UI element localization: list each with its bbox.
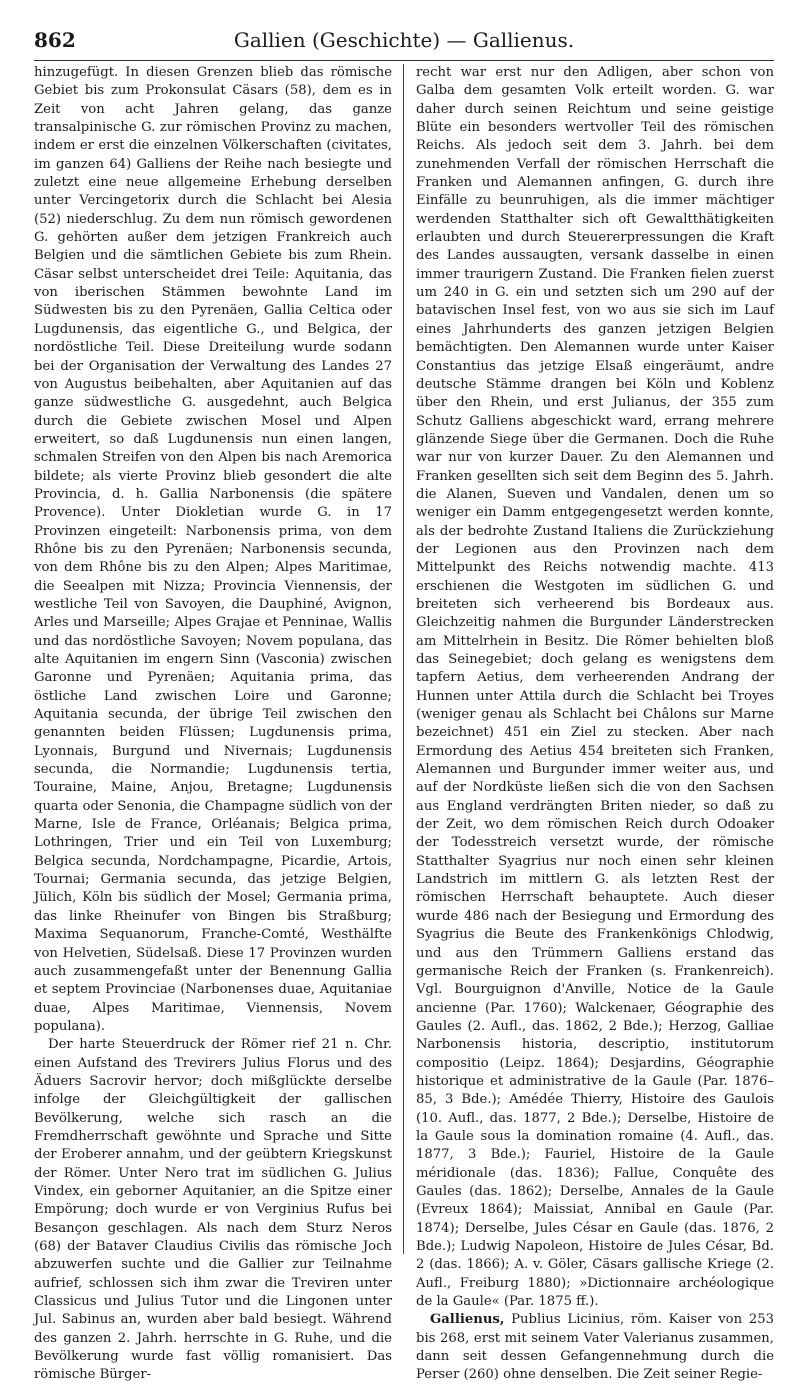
column-divider (403, 64, 404, 1254)
entry-gallienus (416, 1311, 774, 1384)
left-column (34, 64, 392, 1383)
page-header (34, 22, 774, 61)
text-columns (34, 64, 774, 1383)
encyclopedia-page (34, 22, 774, 1383)
entry-headword: Gallienus, (430, 1312, 505, 1328)
paragraph: Der harte Steuerdruck der Römer rief 21 n. Chr. einen Aufstand des Trevirers Julius Florus und des Äduers Sacrovir hervor; doch mißglückte derselbe infolge der Gleichgültigkeit der gallischen Bevölkerung, welche sich rasch an die Fremdherrschaft gewöhnte und Sprache und Sitte der Eroberer annahm, und der geübtern Kriegskunst der Römer. Unter Nero trat im südlichen G. Julius Vindex, ein geborner Aquitanier, an die Spitze einer Empörung; doch wurde er von Verginius Rufus bei Besançon geschlagen. Als nach dem Sturz Neros (68) der Bataver Claudius Civilis das römische Joch abzuwerfen suchte und die Gallier zur Teilnahme aufrief, schlossen sich ihm zwar die Treviren unter Classicus und Julius Tutor und die Lingonen unter Jul. Sabinus an, wurden aber bald besiegt. Während des ganzen 2. Jahrh. herrschte in G. Ruhe, und die Bevölkerung wurde fast völlig romanisiert. Das römische Bürger- (34, 1037, 392, 1383)
page-number: 862 (34, 28, 76, 52)
entry-text: Publius Licinius, röm. Kaiser von 253 bis 268, erst mit seinem Vater Valerianus zusammen, dann seit dessen Gefangennehmung durch die Perser (260) ohne denselben. Die Zeit seiner Regie- (416, 1312, 774, 1383)
running-head: Gallien (Geschichte) — Gallienus. (233, 28, 575, 52)
paragraph: hinzugefügt. In diesen Grenzen blieb das römische Gebiet bis zum Prokonsulat Cäsars (58), dem es in Zeit von acht Jahren gelang, das ganze transalpinische G. zur römischen Provinz zu machen, indem er erst die einzelnen Völkerschaften (civitates, im ganzen 64) Galliens der Reihe nach besiegte und zuletzt eine neue allgemeine Erhebung derselben unter Vercingetorix durch die Schlacht bei Alesia (52) niederschlug. Zu dem nun römisch gewordenen G. gehörten außer dem jetzigen Frankreich auch Belgien und die sämtlichen Gebiete bis zum Rhein. Cäsar selbst unterscheidet drei Teile: Aquitania, das von iberischen Stämmen bewohnte Land im Südwesten bis zu den Pyrenäen, Gallia Celtica oder Lugdunensis, das eigentliche G., und Belgica, der nordöstliche Teil. Diese Dreiteilung wurde sodann bei der Organisation der Verwaltung des Landes 27 von Augustus beibehalten, aber Aquitanien auf das ganze südwestliche G. ausgedehnt, auch Belgica durch die Gebiete zwischen Mosel und Alpen erweitert, so daß Lugdunensis nun einen langen, schmalen Streifen von den Alpen bis nach Aremorica bildete; als vierte Provinz blieb gesondert die alte Provincia, d. h. Gallia Narbonensis (die spätere Provence). Unter Diokletian wurde G. in 17 Provinzen eingeteilt: Narbonensis prima, von dem Rhône bis zu den Pyrenäen; Narbonensis secunda, von dem Rhône bis zu den Alpen; Alpes Maritimae, die Seealpen mit Nizza; Provincia Viennensis, der westliche Teil von Savoyen, die Dauphiné, Avignon, Arles und Marseille; Alpes Grajae et Penninae, Wallis und das nordöstliche Savoyen; Novem populana, das alte Aquitanien im engern Sinn (Vasconia) zwischen Garonne und Pyrenäen; Aquitania prima, das östliche Land zwischen Loire und Garonne; Aquitania secunda, der übrige Teil zwischen den genannten beiden Flüssen; Lugdunensis prima, Lyonnais, Burgund und Nivernais; Lugdunensis secunda, die Normandie; Lugdunensis tertia, Touraine, Maine, Anjou, Bretagne; Lugdunensis quarta oder Senonia, die Champagne südlich von der Marne, Isle de France, Orléanais; Belgica prima, Lothringen, Trier und ein Teil von Luxemburg; Belgica secunda, Nordchampagne, Picardie, Artois, Tournai; Germania secunda, das jetzige Belgien, Jülich, Köln bis südlich der Mosel; Germania prima, das linke Rheinufer von Bingen bis Straßburg; Maxima Sequanorum, Franche-Comté, Westhälfte von Helvetien, Südelsaß. Diese 17 Provinzen wurden auch zusammengefaßt unter der Benennung Gallia et septem Provinciae (Narbonenses duae, Aquitaniae duae, Alpes Maritimae, Viennensis, Novem populana). (34, 65, 392, 1034)
paragraph: recht war erst nur den Adligen, aber schon von Galba dem gesamten Volk erteilt worden. G. war daher durch seinen Reichtum und seine geistige Blüte ein besonders wertvoller Teil des römischen Reichs. Als jedoch seit dem 3. Jahrh. bei dem zunehmenden Verfall der römischen Herrschaft die Franken und Alemannen anfingen, G. durch ihre Einfälle zu beunruhigen, als die immer mächtiger werdenden Statthalter sich oft Gewaltthätigkeiten erlaubten und durch Steuererpressungen die Kraft des Landes aussaugten, versank dasselbe in einen immer traurigern Zustand. Die Franken fielen zuerst um 240 in G. ein und setzten sich um 290 auf der batavischen Insel fest, von wo aus sie sich im Lauf eines Jahrhunderts des ganzen jetzigen Belgien bemächtigten. Den Alemannen wurde unter Kaiser Constantius das jetzige Elsaß eingeräumt, andre deutsche Stämme drangen bei Köln und Koblenz über den Rhein, und erst Julianus, der 355 zum Schutz Galliens abgeschickt ward, errang mehrere glänzende Siege über die Germanen. Doch die Ruhe war nur von kurzer Dauer. Zu den Alemannen und Franken gesellten sich seit dem Beginn des 5. Jahrh. die Alanen, Sueven und Vandalen, denen um so weniger ein Damm entgegengesetzt werden konnte, als der bedrohte Zustand Italiens die Zurückziehung der Legionen aus den Provinzen nach dem Mittelpunkt des Reichs notwendig machte. 413 erschienen die Westgoten im südlichen G. und breiteten sich verheerend bis Bordeaux aus. Gleichzeitig nahmen die Burgunder Länderstrecken am Mittelrhein in Besitz. Die Römer behielten bloß das Seinegebiet; doch gelang es wenigstens dem tapfern Aetius, dem verheerenden Andrang der Hunnen unter Attila durch die Schlacht bei Troyes (weniger genau als Schlacht bei Châlons sur Marne bezeichnet) 451 ein Ziel zu stecken. Aber nach Ermordung des Aetius 454 breiteten sich Franken, Alemannen und Burgunder immer weiter aus, und auf der Nordküste ließen sich die von den Sachsen aus England verdrängten Briten nieder, so daß zu der Zeit, wo dem römischen Reich durch Odoaker der Todesstreich versetzt wurde, der römische Statthalter Syagrius nur noch einen sehr kleinen Landstrich im mittlern G. als letzten Rest der römischen Herrschaft behauptete. Auch dieser wurde 486 nach der Besiegung und Ermordung des Syagrius die Beute des Frankenkönigs Chlodwig, und aus den Trümmern Galliens erstand das germanische Reich der Franken (s. Frankenreich). Vgl. Bourguignon d'Anville, Notice de la Gaule ancienne (Par. 1760); Walckenaer, Géographie des Gaules (2. Aufl., das. 1862, 2 Bde.); Herzog, Galliae Narbonensis historia, descriptio, institutorum compositio (Leipz. 1864); Desjardins, Géographie historique et administrative de la Gaule (Par. 1876–85, 3 Bde.); Amédée Thierry, Histoire des Gaulois (10. Aufl., das. 1877, 2 Bde.); Derselbe, Histoire de la Gaule sous la domination romaine (4. Aufl., das. 1877, 3 Bde.); Fauriel, Histoire de la Gaule méridionale (das. 1836); Fallue, Conquête des Gaules (das. 1862); Derselbe, Annales de la Gaule (Evreux 1864); Maissiat, Annibal en Gaule (Par. 1874); Derselbe, Jules César en Gaule (das. 1876, 2 Bde.); Ludwig Napoleon, Histoire de Jules César, Bd. 2 (das. 1866); A. v. Göler, Cäsars gallische Kriege (2. Aufl., Freiburg 1880); »Dictionnaire archéologique de la Gaule« (Par. 1875 ff.). (416, 65, 774, 1310)
right-column (416, 64, 774, 1383)
